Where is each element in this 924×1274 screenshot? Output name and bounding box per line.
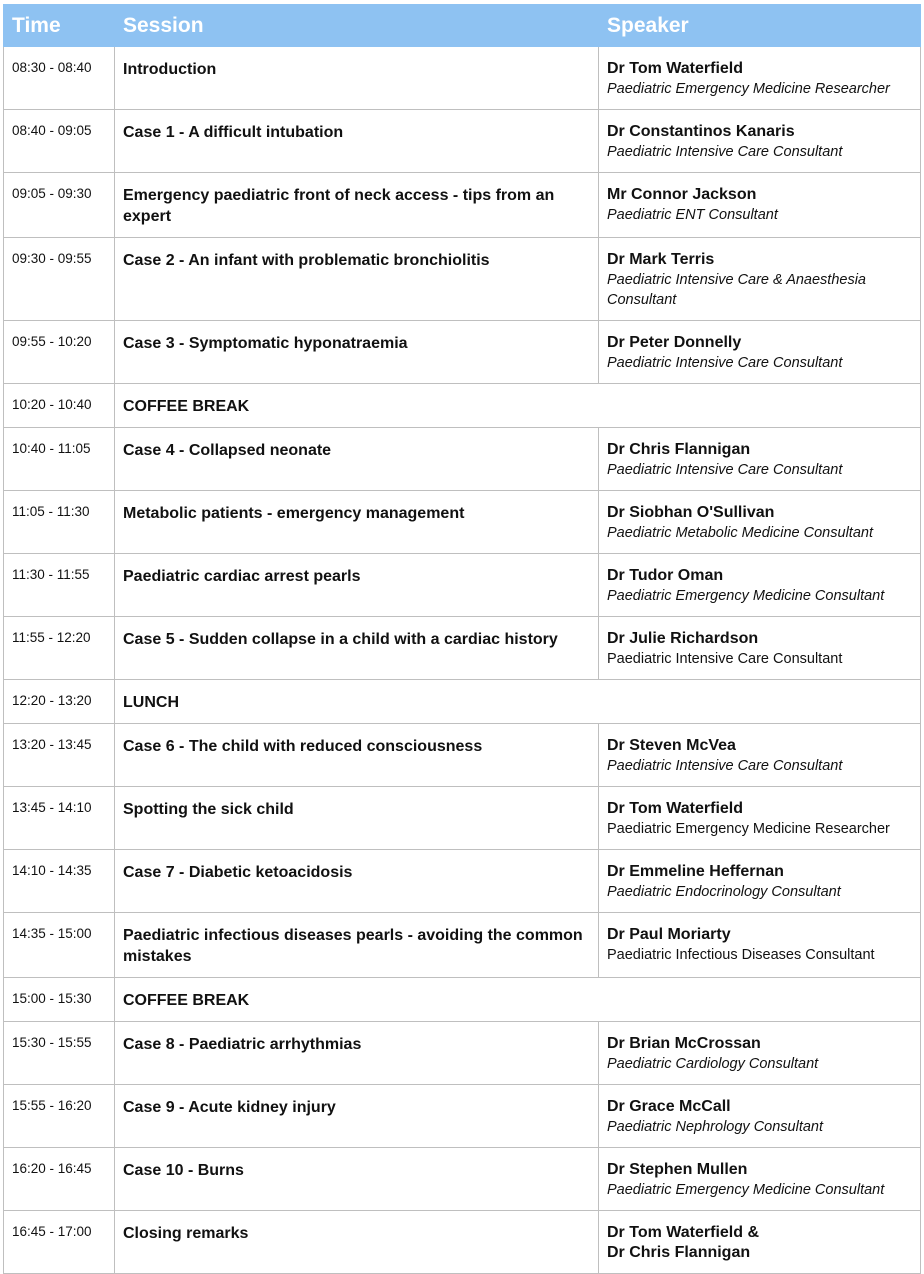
time-cell: 11:55 - 12:20 <box>4 617 115 680</box>
table-row <box>4 1085 921 1148</box>
speaker-cell <box>599 1022 921 1085</box>
speaker-role: Paediatric Emergency Medicine Consultant <box>607 588 885 604</box>
session-cell: Case 3 - Symptomatic hyponatraemia <box>115 321 599 384</box>
time-cell: 09:05 - 09:30 <box>4 173 115 238</box>
table-row <box>4 850 921 913</box>
speaker-role: Paediatric Metabolic Medicine Consultant <box>607 525 873 541</box>
time-cell: 08:40 - 09:05 <box>4 110 115 173</box>
speaker-role: Paediatric Endocrinology Consultant <box>607 884 841 900</box>
session-cell: Introduction <box>115 47 599 110</box>
session-cell: Paediatric cardiac arrest pearls <box>115 554 599 617</box>
table-row <box>4 724 921 787</box>
session-cell: Paediatric infectious diseases pearls - avoiding the common mistakes <box>115 913 599 978</box>
table-row <box>4 491 921 554</box>
speaker-cell <box>599 47 921 110</box>
speaker-cell <box>599 1211 921 1274</box>
speaker-name: Dr Peter Donnelly <box>607 334 742 351</box>
speaker-role: Paediatric Intensive Care Consultant <box>607 758 843 774</box>
speaker-cell <box>599 913 921 978</box>
break-label: LUNCH <box>115 680 921 724</box>
speaker-cell <box>599 1085 921 1148</box>
speaker-role: Paediatric Emergency Medicine Researcher <box>607 821 890 837</box>
speaker-name: Dr Tom Waterfield <box>607 60 744 77</box>
time-cell: 15:55 - 16:20 <box>4 1085 115 1148</box>
session-cell: Case 2 - An infant with problematic bronchiolitis <box>115 238 599 321</box>
speaker-role: Paediatric Nephrology Consultant <box>607 1119 824 1135</box>
speaker-name: Dr Paul Moriarty <box>607 926 731 943</box>
speaker-role: Paediatric Cardiology Consultant <box>607 1056 819 1072</box>
speaker-name: Dr Mark Terris <box>607 251 715 268</box>
speaker-role: Paediatric Infectious Diseases Consultant <box>607 947 875 963</box>
speaker-cell <box>599 428 921 491</box>
time-column-header: Time <box>4 5 115 47</box>
speaker-role: Paediatric Intensive Care Consultant <box>607 144 843 160</box>
speaker-cell <box>599 724 921 787</box>
speaker-role: Paediatric Intensive Care Consultant <box>607 651 843 667</box>
speaker-cell <box>599 554 921 617</box>
session-column-header: Session <box>115 5 599 47</box>
break-row <box>4 384 921 428</box>
speaker-name: Dr Julie Richardson <box>607 630 759 647</box>
speaker-role: Paediatric Intensive Care & Anaesthesia Consultant <box>607 272 866 308</box>
time-cell: 16:45 - 17:00 <box>4 1211 115 1274</box>
session-cell: Case 5 - Sudden collapse in a child with a cardiac history <box>115 617 599 680</box>
programme-table <box>3 4 921 1274</box>
session-cell: Case 10 - Burns <box>115 1148 599 1211</box>
speaker-role: Paediatric Intensive Care Consultant <box>607 355 843 371</box>
speaker-cell <box>599 238 921 321</box>
time-cell: 13:45 - 14:10 <box>4 787 115 850</box>
break-label: COFFEE BREAK <box>115 384 921 428</box>
table-row <box>4 1148 921 1211</box>
session-cell: Case 8 - Paediatric arrhythmias <box>115 1022 599 1085</box>
table-row <box>4 1022 921 1085</box>
time-cell: 09:30 - 09:55 <box>4 238 115 321</box>
speaker-cell <box>599 1148 921 1211</box>
speaker-role: Paediatric Emergency Medicine Consultant <box>607 1182 885 1198</box>
table-row <box>4 428 921 491</box>
session-cell: Case 4 - Collapsed neonate <box>115 428 599 491</box>
break-row <box>4 978 921 1022</box>
time-cell: 16:20 - 16:45 <box>4 1148 115 1211</box>
header-row <box>4 5 921 47</box>
speaker-cell <box>599 173 921 238</box>
table-row <box>4 617 921 680</box>
session-cell: Case 7 - Diabetic ketoacidosis <box>115 850 599 913</box>
time-cell: 15:30 - 15:55 <box>4 1022 115 1085</box>
time-cell: 15:00 - 15:30 <box>4 978 115 1022</box>
time-cell: 11:30 - 11:55 <box>4 554 115 617</box>
speaker-name: Dr Tom Waterfield & <box>607 1224 760 1241</box>
speaker-cell <box>599 491 921 554</box>
speaker-name: Dr Tudor Oman <box>607 567 724 584</box>
time-cell: 11:05 - 11:30 <box>4 491 115 554</box>
time-cell: 09:55 - 10:20 <box>4 321 115 384</box>
session-cell: Closing remarks <box>115 1211 599 1274</box>
speaker-name: Dr Chris Flannigan <box>607 441 751 458</box>
speaker-cell <box>599 110 921 173</box>
table-row <box>4 913 921 978</box>
speaker-name: Mr Connor Jackson <box>607 186 757 203</box>
session-cell: Metabolic patients - emergency management <box>115 491 599 554</box>
speaker-name: Dr Siobhan O'Sullivan <box>607 504 775 521</box>
table-row <box>4 173 921 238</box>
table-row <box>4 110 921 173</box>
speaker-name: Dr Emmeline Heffernan <box>607 863 784 880</box>
time-cell: 12:20 - 13:20 <box>4 680 115 724</box>
time-cell: 14:10 - 14:35 <box>4 850 115 913</box>
speaker-name: Dr Constantinos Kanaris <box>607 123 795 140</box>
speaker-role: Paediatric ENT Consultant <box>607 207 778 223</box>
session-cell: Case 9 - Acute kidney injury <box>115 1085 599 1148</box>
break-label: COFFEE BREAK <box>115 978 921 1022</box>
time-cell: 08:30 - 08:40 <box>4 47 115 110</box>
table-row <box>4 238 921 321</box>
session-cell: Emergency paediatric front of neck access - tips from an expert <box>115 173 599 238</box>
speaker-cell <box>599 850 921 913</box>
table-row <box>4 47 921 110</box>
speaker-role: Paediatric Emergency Medicine Researcher <box>607 81 890 97</box>
time-cell: 10:20 - 10:40 <box>4 384 115 428</box>
time-cell: 14:35 - 15:00 <box>4 913 115 978</box>
speaker-name: Dr Stephen Mullen <box>607 1161 748 1178</box>
speaker-name: Dr Brian McCrossan <box>607 1035 761 1052</box>
session-cell: Spotting the sick child <box>115 787 599 850</box>
table-row <box>4 787 921 850</box>
table-row <box>4 1211 921 1274</box>
speaker-column-header: Speaker <box>599 5 921 47</box>
table-row <box>4 554 921 617</box>
speaker-cell <box>599 617 921 680</box>
break-row <box>4 680 921 724</box>
session-cell: Case 6 - The child with reduced consciousness <box>115 724 599 787</box>
speaker-cell <box>599 787 921 850</box>
time-cell: 10:40 - 11:05 <box>4 428 115 491</box>
speaker-cell <box>599 321 921 384</box>
speaker-name: Dr Chris Flannigan <box>607 1244 751 1261</box>
speaker-role: Paediatric Intensive Care Consultant <box>607 462 843 478</box>
session-cell: Case 1 - A difficult intubation <box>115 110 599 173</box>
speaker-name: Dr Tom Waterfield <box>607 800 744 817</box>
speaker-name: Dr Grace McCall <box>607 1098 731 1115</box>
programme-rows <box>4 47 921 1274</box>
speaker-name: Dr Steven McVea <box>607 737 736 754</box>
table-row <box>4 321 921 384</box>
time-cell: 13:20 - 13:45 <box>4 724 115 787</box>
